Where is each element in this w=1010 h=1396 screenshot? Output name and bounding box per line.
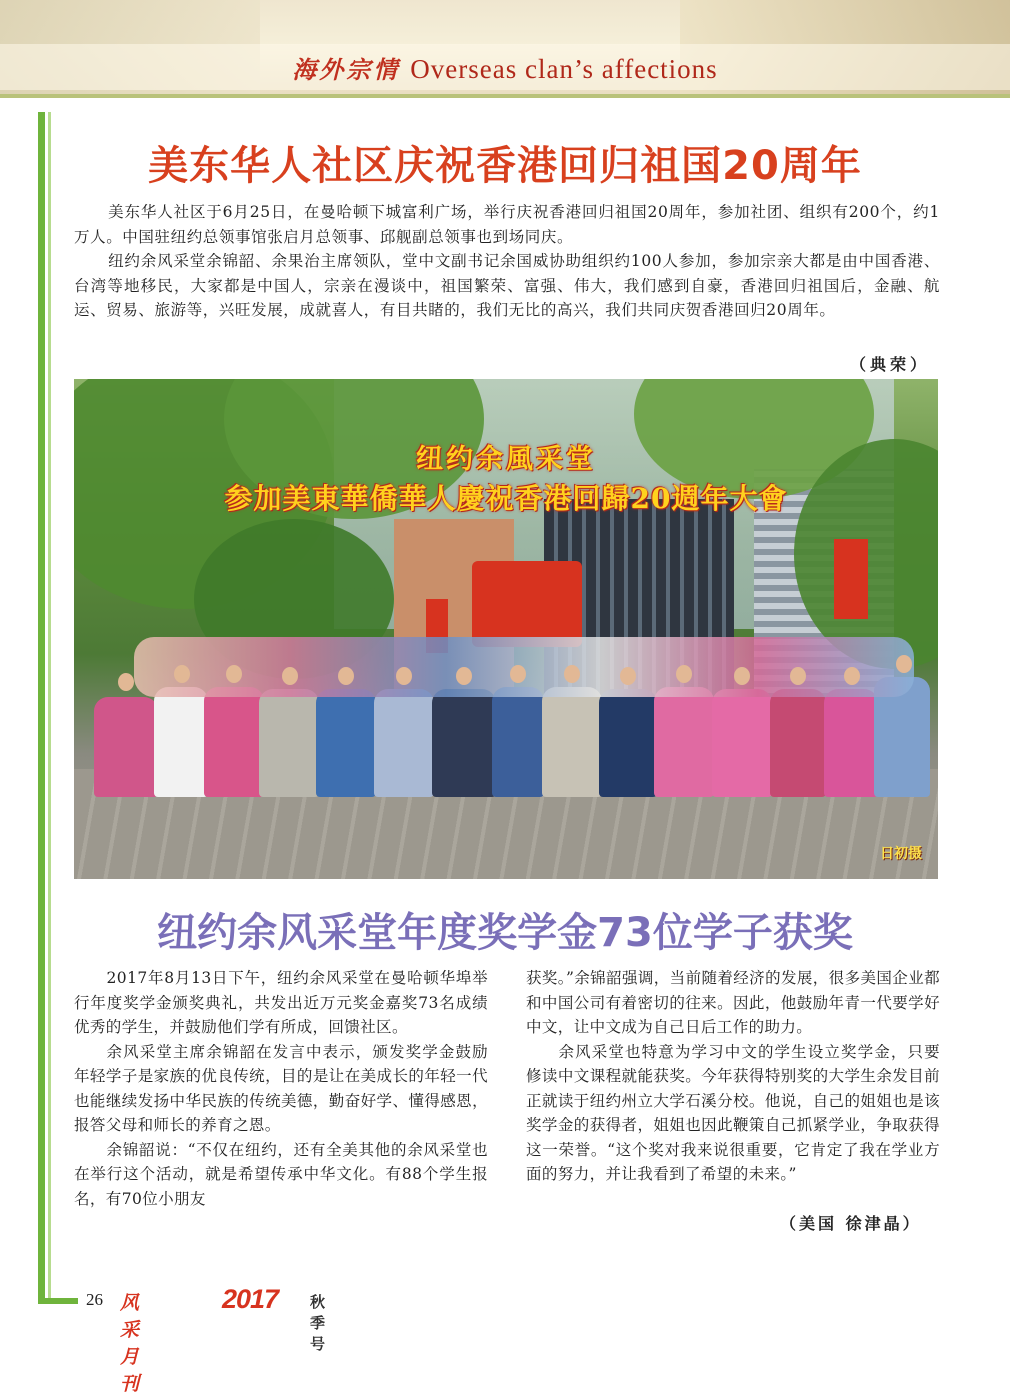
article2-paragraph: 2017年8月13日下午，纽约余风采堂在曼哈顿华埠举行年度奖学金颁奖典礼，共发出近万元奖金嘉奖73名成绩优秀的学生，并鼓励他们学有所成，回馈社区。 [74, 969, 488, 1036]
article2-title: 纽约余风采堂年度奖学金73位学子获奖 [157, 910, 853, 956]
article1-body [74, 200, 940, 323]
group-photo [74, 379, 938, 879]
photo-caption-line2: 参加美東華僑華人慶祝香港回歸20週年大會 [224, 482, 788, 515]
magazine-name: 风采月刊 [120, 1292, 140, 1395]
section-title-cn: 海外宗情 [292, 55, 401, 84]
photo-credit: 日初摄 [880, 846, 922, 862]
article2-left-column [74, 966, 488, 1211]
issue-year: 2017 [222, 1284, 279, 1314]
article2-paragraph: 余锦韶说：“不仅在纽约，还有全美其他的余风采堂也在举行这个活动，就是希望传承中华文化。有88个学生报名，有70位小朋友 [74, 1140, 488, 1208]
header-banner [0, 0, 1010, 98]
article2-paragraph: 余风采堂也特意为学习中文的学生设立奖学金，只要修读中文课程就能获奖。今年获得特别奖的大学生余发目前正就读于纽约州立大学石溪分校。他说，自己的姐姐也是该奖学金的获得者，姐姐也因此鞭策自己抓紧学业，争取获得这一荣誉。“这个奖对我来说很重要，它肯定了我在学业方面的努力，并让我看到了希望的未来。” [526, 1042, 940, 1183]
header-rule [0, 94, 1010, 98]
article1-byline: （典荣） [850, 355, 931, 374]
photo-crowd [94, 617, 924, 787]
green-side-rule-light [48, 112, 51, 1304]
section-title-en: Overseas clan’s affections [410, 54, 718, 84]
article2-paragraph-continued: 获奖。”余锦韶强调，当前随着经济的发展，很多美国企业都和中国公司有着密切的往来。因此，他鼓励年青一代要学好中文，让中文成为自己日后工作的助力。 [526, 969, 940, 1036]
article2-byline: （美国 徐津晶） [780, 1214, 922, 1233]
article1-paragraph: 纽约余风采堂余锦韶、余果治主席领队，堂中文副书记余国威协助组织约100人参加，参加宗亲大都是由中国香港、台湾等地移民，大家都是中国人，宗亲在漫谈中，祖国繁荣、富强、伟大，我们感到自豪，香港回归祖国后，金融、航运、贸易、旅游等，兴旺发展，成就喜人，有目共睹的，我们无比的高兴，我们共同庆贺香港回归20周年。 [74, 252, 940, 319]
article1-paragraph: 美东华人社区于6月25日，在曼哈顿下城富利广场，举行庆祝香港回归祖国20周年，参加社团、组织有200个，约1万人。中国驻纽约总领事馆张启月总领事、邱舰副总领事也到场同庆。 [74, 203, 940, 246]
article2-paragraph: 余风采堂主席余锦韶在发言中表示，颁发奖学金鼓励年轻学子是家族的优良传统，目的是让在美成长的年轻一代也能继续发扬中华民族的传统美德，勤奋好学、懂得感恩，报答父母和师长的养育之恩。 [74, 1042, 488, 1134]
photo-caption-line1: 纽约余風采堂 [416, 444, 596, 475]
green-foot-rule [38, 1298, 78, 1304]
article1-title: 美东华人社区庆祝香港回归祖国20周年 [148, 143, 862, 189]
green-side-rule [38, 112, 45, 1304]
page-number: 26 [86, 1290, 103, 1309]
article2-right-column [526, 966, 940, 1187]
section-title [0, 50, 1010, 85]
issue-season: 秋季号 [310, 1293, 328, 1353]
photo-red-flag [834, 539, 868, 619]
